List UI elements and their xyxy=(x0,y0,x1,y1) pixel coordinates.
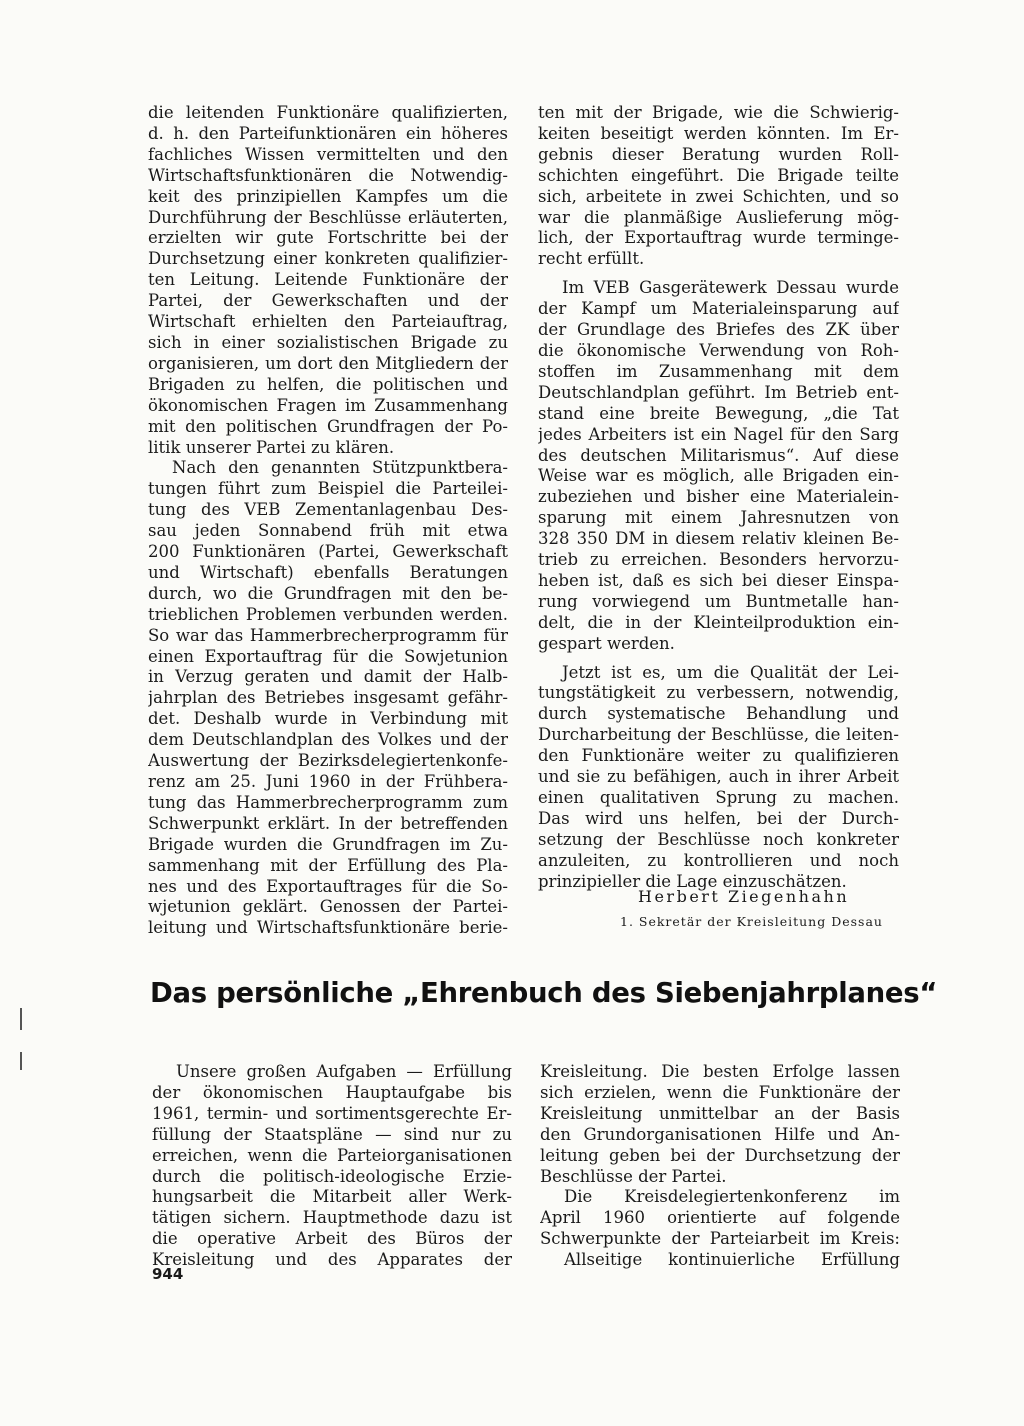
text-line: Das wird uns helfen, bei der Durch- xyxy=(538,808,899,828)
text-line: lich, der Exportauftrag wurde terminge- xyxy=(538,228,899,248)
text-line: Brigaden zu helfen, die politischen und xyxy=(148,374,508,394)
text-line: hungsarbeit die Mitarbeit aller Werk- xyxy=(152,1187,512,1207)
text-line: Schwerpunkt erklärt. In der betreffenden xyxy=(148,813,508,833)
text-line: tung das Hammerbrecherprogramm zum xyxy=(148,792,508,812)
text-line: Kreisleitung unmittelbar an der Basis xyxy=(540,1103,900,1123)
text-line: Wirtschaftsfunktionären die Notwendig- xyxy=(148,165,508,185)
text-line: Kreisleitung. Die besten Erfolge lassen xyxy=(540,1062,900,1081)
text-line: prinzipieller die Lage einzuschätzen. xyxy=(538,871,847,891)
text-column-right-bottom xyxy=(540,1062,900,1271)
text-line: So war das Hammerbrecherprogramm für xyxy=(148,625,508,645)
text-line: d. h. den Parteifunktionären ein höheres xyxy=(148,123,508,143)
text-line: Jetzt ist es, um die Qualität der Lei- xyxy=(562,662,899,682)
text-line: Durchführung der Beschlüsse erläuterten, xyxy=(148,207,508,227)
text-line: einen qualitativen Sprung zu machen. xyxy=(538,788,899,807)
text-line: ökonomischen Fragen im Zusammenhang xyxy=(148,395,508,415)
text-line: sich in einer sozialistischen Brigade zu xyxy=(148,332,508,352)
text-line: Nach den genannten Stützpunktbera- xyxy=(172,458,508,478)
text-line: wjetunion geklärt. Genossen der Partei- xyxy=(148,897,508,917)
text-line: durch, wo die Grundfragen mit den be- xyxy=(148,583,508,603)
margin-mark xyxy=(20,1052,22,1070)
text-line: Weise war es möglich, alle Brigaden ein- xyxy=(538,466,899,486)
text-line: litik unserer Partei zu klären. xyxy=(148,437,395,457)
text-line: erzielten wir gute Fortschritte bei der xyxy=(148,228,508,248)
signature-name: Herbert Ziegenhahn xyxy=(638,887,850,906)
text-line: in Verzug geraten und damit der Halb- xyxy=(148,667,508,687)
text-line: trieblichen Problemen verbunden werden. xyxy=(148,604,508,624)
text-column-left-bottom xyxy=(152,1062,512,1271)
text-line: dem Deutschlandplan des Volkes und der xyxy=(148,730,508,750)
text-line: füllung der Staatspläne — sind nur zu xyxy=(152,1124,512,1144)
text-line: Im VEB Gasgerätewerk Dessau wurde xyxy=(562,278,899,298)
text-line: die leitenden Funktionäre qualifizierten, xyxy=(148,103,508,122)
page-number: 944 xyxy=(152,1265,184,1283)
text-line: Durcharbeitung der Beschlüsse, die leiten- xyxy=(538,725,899,745)
text-line: der ökonomischen Hauptaufgabe bis xyxy=(152,1082,512,1102)
text-line: der Grundlage des Briefes des ZK über xyxy=(538,320,899,340)
section-headline: Das persönliche „Ehrenbuch des Siebenjahrplanes“ xyxy=(150,977,938,1009)
text-line: Die Kreisdelegiertenkonferenz im xyxy=(564,1187,900,1207)
text-line: des deutschen Militarismus“. Auf diese xyxy=(538,445,899,465)
text-line: sau jeden Sonnabend früh mit etwa xyxy=(148,521,508,541)
text-line: und Wirtschaft) ebenfalls Beratungen xyxy=(148,562,508,582)
text-line: ten mit der Brigade, wie die Schwierig- xyxy=(538,103,899,122)
margin-mark xyxy=(20,1008,22,1030)
text-line: zubeziehen und bisher eine Materialein- xyxy=(538,487,899,507)
text-line: 200 Funktionären (Partei, Gewerkschaft xyxy=(148,542,508,562)
text-line: renz am 25. Juni 1960 in der Frühbera- xyxy=(148,772,508,791)
text-line: tung des VEB Zementanlagenbau Des- xyxy=(148,500,508,520)
text-line: war die planmäßige Auslieferung mög- xyxy=(538,207,899,227)
text-line: sich, arbeitete in zwei Schichten, und so xyxy=(538,186,899,206)
text-line: organisieren, um dort den Mitgliedern der xyxy=(148,353,508,373)
text-line: die ökonomische Verwendung von Roh- xyxy=(538,340,899,360)
text-line: ten Leitung. Leitende Funktionäre der xyxy=(148,270,508,290)
text-line: heben ist, daß es sich bei dieser Einspa- xyxy=(538,570,899,590)
text-line: det. Deshalb wurde in Verbindung mit xyxy=(148,709,508,729)
text-line: leitung geben bei der Durchsetzung der xyxy=(540,1145,900,1165)
text-line: jedes Arbeiters ist ein Nagel für den Sarg xyxy=(538,424,899,444)
text-line: leitung und Wirtschaftsfunktionäre berie- xyxy=(148,918,508,938)
text-line: Unsere großen Aufgaben — Erfüllung xyxy=(176,1062,512,1081)
text-line: tätigen sichern. Hauptmethode dazu ist xyxy=(152,1208,512,1228)
text-line: den Funktionäre weiter zu qualifizieren xyxy=(538,746,899,766)
text-line: Wirtschaft erhielten den Parteiauftrag, xyxy=(148,312,508,332)
text-line: tungstätigkeit zu verbessern, notwendig, xyxy=(538,683,899,703)
text-line: 328 350 DM in diesem relativ kleinen Be- xyxy=(538,529,899,549)
text-line: setzung der Beschlüsse noch konkreter xyxy=(538,829,899,849)
text-line: durch systematische Behandlung und xyxy=(538,704,899,724)
text-line: keit des prinzipiellen Kampfes um die xyxy=(148,186,508,206)
text-column-right-top xyxy=(538,103,899,893)
text-line: einen Exportauftrag für die Sowjetunion xyxy=(148,646,508,666)
text-column-left-top xyxy=(148,103,508,939)
text-line: anzuleiten, zu kontrollieren und noch xyxy=(538,850,899,870)
text-line: Kreisleitung und des Apparates der xyxy=(152,1250,512,1270)
text-line: erreichen, wenn die Parteiorganisationen xyxy=(152,1145,512,1165)
text-line: recht erfüllt. xyxy=(538,249,645,269)
text-line: 1961, termin- und sortimentsgerechte Er- xyxy=(152,1103,512,1123)
text-line: die operative Arbeit des Büros der xyxy=(152,1229,512,1249)
text-line: mit den politischen Grundfragen der Po- xyxy=(148,416,508,436)
text-line: jahrplan des Betriebes insgesamt gefähr- xyxy=(148,688,508,708)
text-line: gebnis dieser Beratung wurden Roll- xyxy=(538,144,899,164)
text-line: rung vorwiegend um Buntmetalle han- xyxy=(538,591,899,611)
text-line: Schwerpunkte der Parteiarbeit im Kreis: xyxy=(540,1229,900,1249)
text-line: Brigade wurden die Grundfragen im Zu- xyxy=(148,834,508,854)
text-line: und sie zu befähigen, auch in ihrer Arbeit xyxy=(538,767,899,787)
text-line: Allseitige kontinuierliche Erfüllung xyxy=(564,1250,900,1270)
text-line: durch die politisch-ideologische Erzie- xyxy=(152,1166,512,1186)
text-line: sparung mit einem Jahresnutzen von xyxy=(538,508,899,528)
text-line: Partei, der Gewerkschaften und der xyxy=(148,291,508,311)
text-line: tungen führt zum Beispiel die Parteilei- xyxy=(148,479,508,499)
text-line: fachliches Wissen vermittelten und den xyxy=(148,144,508,164)
text-line: April 1960 orientierte auf folgende xyxy=(540,1208,900,1228)
text-line: stand eine breite Bewegung, „die Tat xyxy=(538,403,899,423)
signature-role: 1. Sekretär der Kreisleitung Dessau xyxy=(620,914,883,929)
text-line: schichten eingeführt. Die Brigade teilte xyxy=(538,165,899,185)
text-line: Auswertung der Bezirksdelegiertenkonfe- xyxy=(148,751,508,771)
text-line: keiten beseitigt werden könnten. Im Er- xyxy=(538,123,899,143)
text-line: Beschlüsse der Partei. xyxy=(540,1166,727,1186)
text-line: Durchsetzung einer konkreten qualifizier- xyxy=(148,249,508,269)
text-line: trieb zu erreichen. Besonders hervorzu- xyxy=(538,550,899,570)
text-line: stoffen im Zusammenhang mit dem xyxy=(538,361,899,381)
text-line: den Grundorganisationen Hilfe und An- xyxy=(540,1124,900,1144)
text-line: Deutschlandplan geführt. Im Betrieb ent- xyxy=(538,382,899,402)
text-line: sich erzielen, wenn die Funktionäre der xyxy=(540,1082,900,1102)
text-line: gespart werden. xyxy=(538,633,675,653)
text-line: der Kampf um Materialeinsparung auf xyxy=(538,299,899,319)
text-line: delt, die in der Kleinteilproduktion ein- xyxy=(538,612,899,632)
text-line: nes und des Exportauftrages für die So- xyxy=(148,876,508,896)
text-line: sammenhang mit der Erfüllung des Pla- xyxy=(148,855,508,875)
